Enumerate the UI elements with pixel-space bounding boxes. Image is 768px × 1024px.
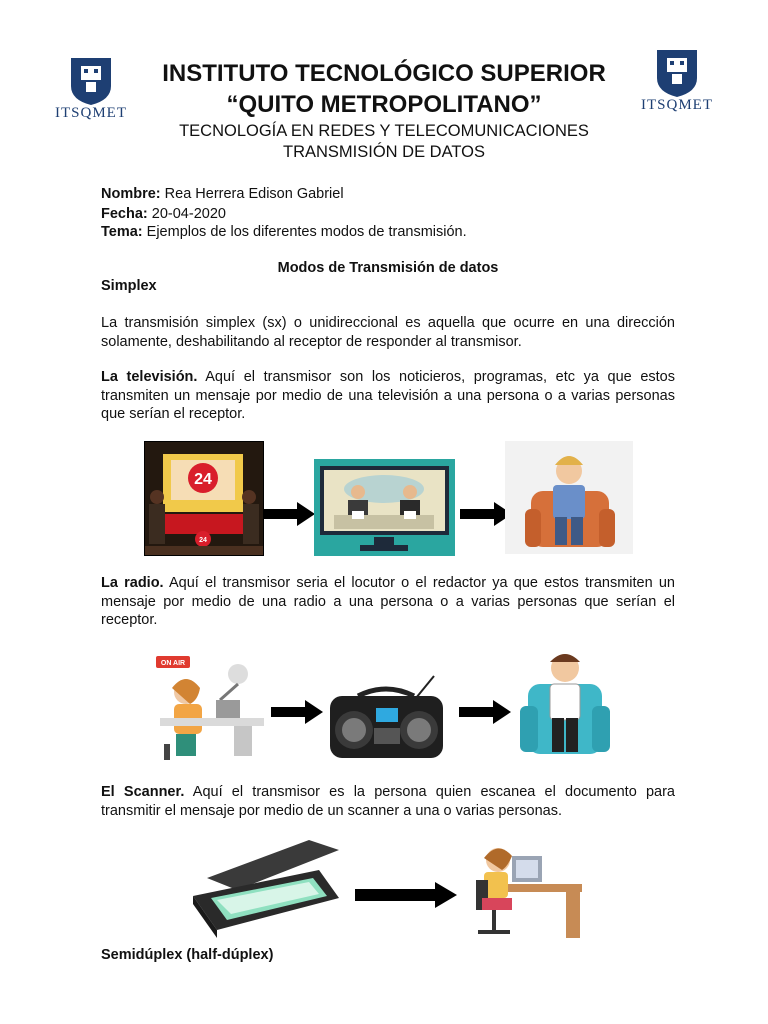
- date-label: Fecha:: [101, 206, 148, 222]
- radio-paragraph: [101, 574, 675, 630]
- name-label: Nombre:: [101, 186, 161, 202]
- arrow-right-icon: [355, 882, 457, 908]
- tv-studio-image: [144, 441, 264, 556]
- semiduplex-heading: Semidúplex (half-dúplex): [101, 947, 274, 963]
- studio-number-small: 24: [199, 537, 207, 544]
- logo-text: ITSQMET: [641, 97, 713, 113]
- arrow-right-icon: [271, 700, 323, 724]
- career-subtitle: TECNOLOGÍA EN REDES Y TELECOMUNICACIONES: [179, 122, 589, 140]
- radio-label: La radio.: [101, 575, 164, 591]
- left-logo: [55, 56, 127, 126]
- date-line: [101, 206, 226, 222]
- scanner-label: El Scanner.: [101, 784, 185, 800]
- simplex-heading: Simplex: [101, 278, 157, 294]
- scanner-text: Aquí el transmisor es la persona quien escanea el documento para transmitir el mensaje por medio de un scanner a una o varias personas.: [101, 784, 675, 819]
- scanner-user-image: [468, 836, 588, 944]
- radio-listener-image: [516, 644, 614, 761]
- studio-number: 24: [194, 471, 212, 488]
- section-title: Modos de Transmisión de datos: [277, 260, 499, 276]
- scanner-image: [189, 832, 341, 944]
- tv-text: Aquí el transmisor son los noticieros, programas, etc ya que estos transmiten un mensaje por medio de una televisión a una persona o a varias personas que serían el receptor.: [101, 369, 675, 422]
- right-logo: [641, 48, 713, 118]
- radio-boombox-image: [326, 674, 447, 762]
- tv-paragraph: [101, 368, 675, 424]
- tv-news-image: [314, 459, 455, 556]
- shield-icon: [641, 48, 713, 98]
- radio-text: Aquí el transmisor seria el locutor o el redactor ya que estos transmiten un mensaje por medio de una radio a una persona o a varias personas que serían el receptor.: [101, 575, 675, 628]
- on-air-sign: ON AIR: [160, 660, 186, 667]
- radio-host-image: [146, 648, 270, 761]
- name-value: Rea Herrera Edison Gabriel: [160, 186, 344, 202]
- tv-viewer-image: [505, 441, 633, 554]
- shield-icon: [55, 56, 127, 106]
- institute-title: INSTITUTO TECNOLÓGICO SUPERIOR: [162, 60, 606, 87]
- date-value: 20-04-2020: [147, 206, 226, 222]
- logo-text: ITSQMET: [55, 105, 127, 121]
- arrow-right-icon: [263, 502, 315, 526]
- arrow-right-icon: [459, 700, 511, 724]
- topic-value: Ejemplos de los diferentes modos de transmisión.: [142, 224, 467, 240]
- scanner-paragraph: [101, 783, 675, 820]
- tv-label: La televisión.: [101, 369, 198, 385]
- topic-line: [101, 224, 467, 240]
- simplex-intro: La transmisión simplex (sx) o unidireccional es aquella que ocurre en una dirección solamente, deshabilitando al receptor de responder al transmisor.: [101, 315, 675, 350]
- topic-label: Tema:: [101, 224, 143, 240]
- course-subtitle: TRANSMISIÓN DE DATOS: [283, 143, 485, 161]
- institute-name: “QUITO METROPOLITANO”: [226, 91, 542, 118]
- name-line: [101, 186, 344, 202]
